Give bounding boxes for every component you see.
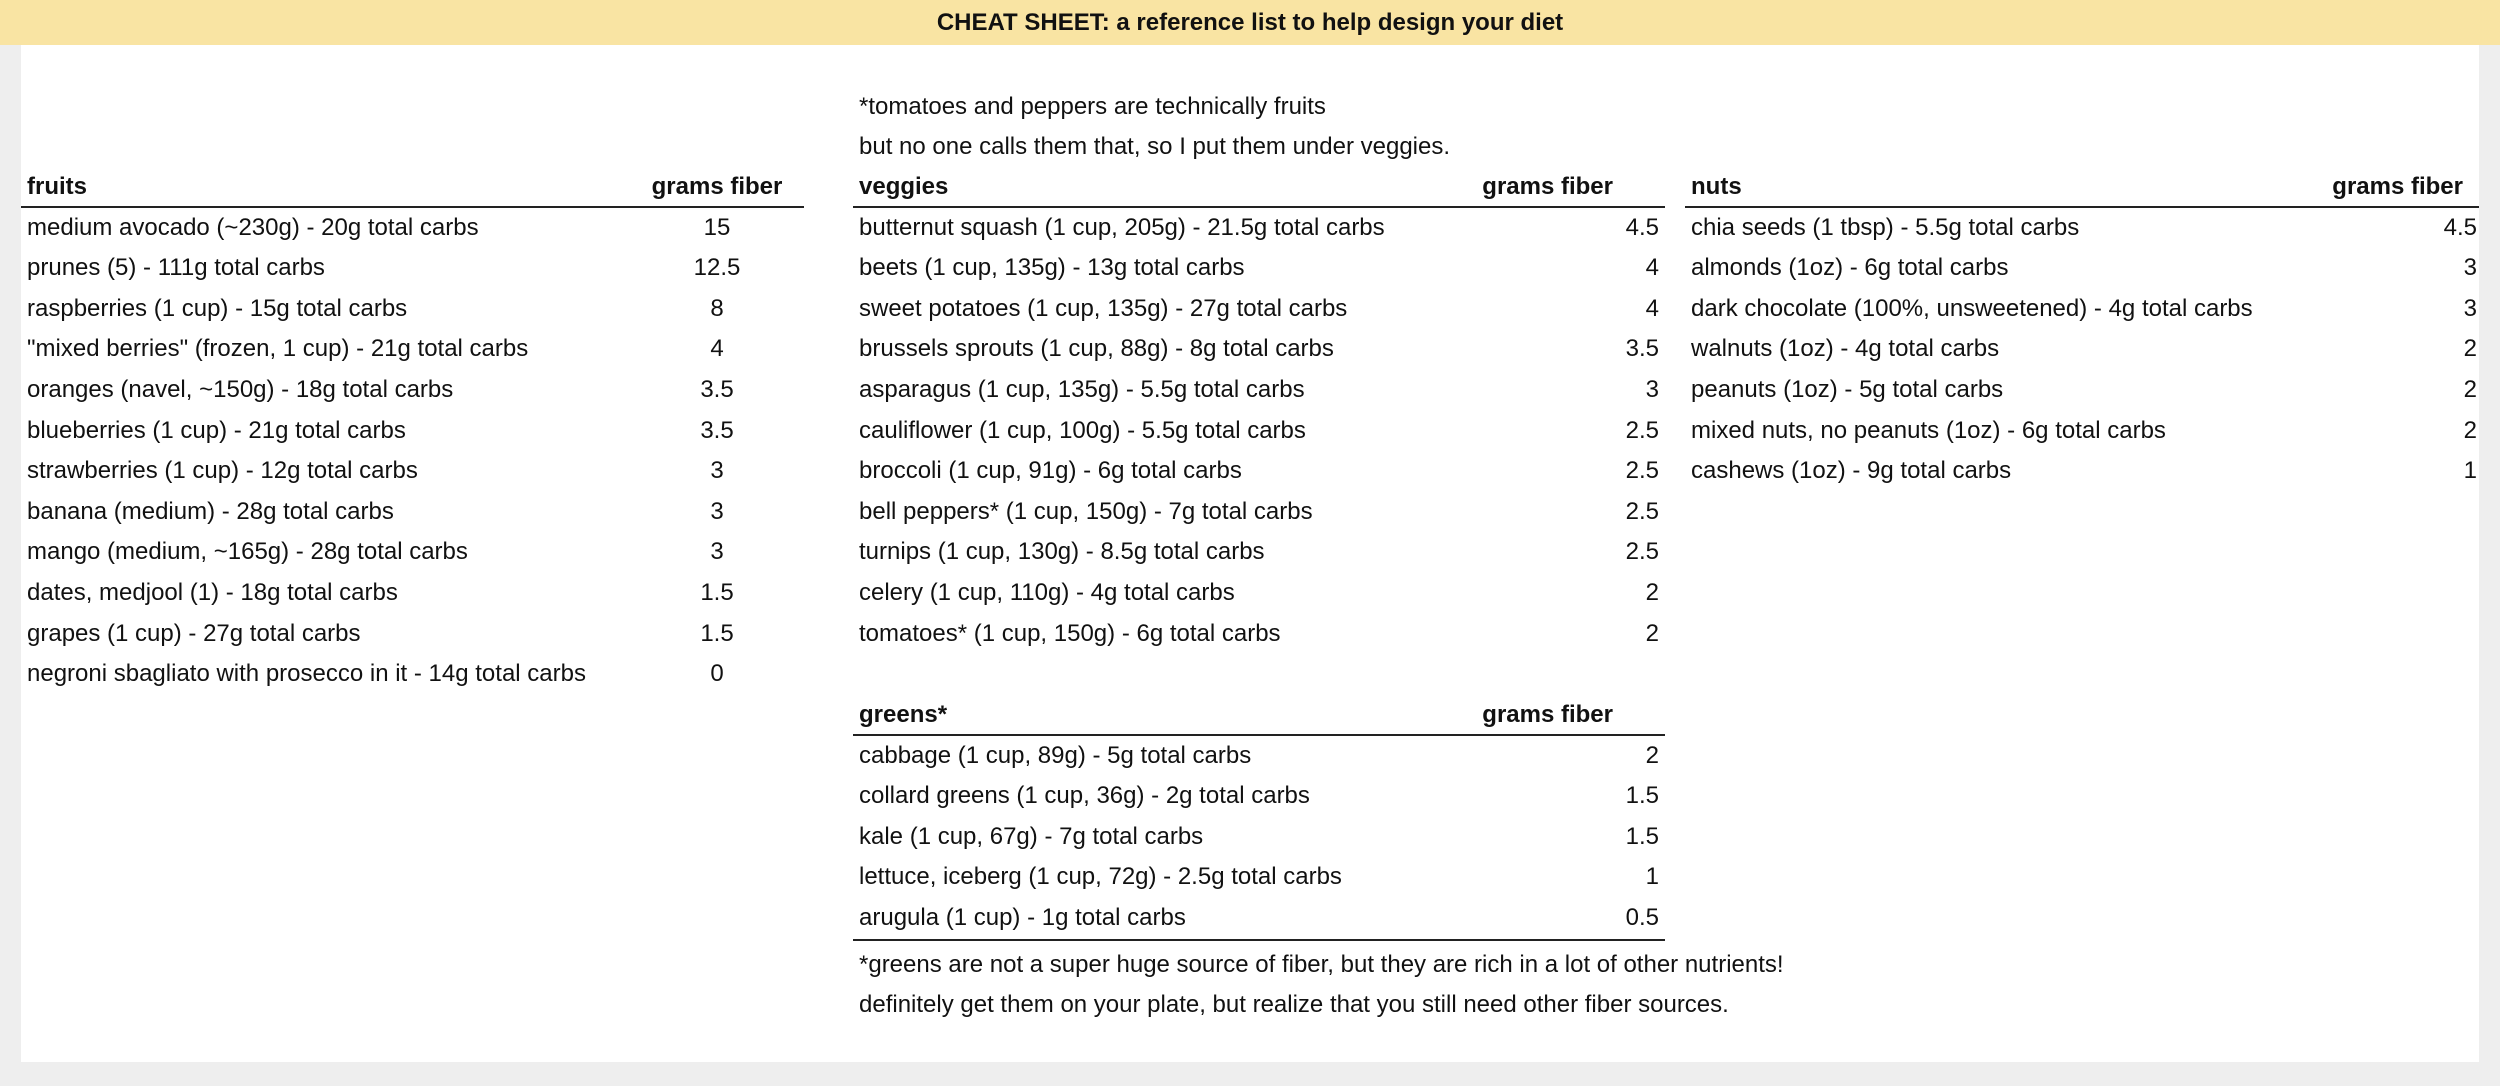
greens-item-name: kale (1 cup, 67g) - 7g total carbs	[859, 822, 1204, 850]
veggies-item-name: asparagus (1 cup, 135g) - 5.5g total carbs	[859, 375, 1305, 403]
veggies-header: veggies	[859, 173, 949, 200]
nuts-item-fiber: 2	[2463, 375, 2477, 403]
veggies-item-name: turnips (1 cup, 130g) - 8.5g total carbs	[859, 538, 1265, 566]
fruits-item-name: prunes (5) - 111g total carbs	[27, 254, 325, 282]
greens-row	[853, 736, 1665, 777]
greens-note-line-2: definitely get them on your plate, but realize that you still need other fiber sources.	[859, 991, 1729, 1018]
greens-table	[853, 695, 1665, 941]
fruits-item-fiber: 3.5	[700, 416, 734, 444]
tomatoes-note-line-2: but no one calls them that, so I put them under veggies.	[859, 133, 1451, 160]
veggies-item-fiber: 4	[1645, 254, 1659, 282]
fruits-row	[21, 573, 804, 614]
nuts-item-fiber: 1	[2463, 457, 2477, 485]
fruits-item-fiber: 3	[710, 457, 724, 485]
greens-item-fiber: 1	[1645, 863, 1659, 891]
fruits-item-name: strawberries (1 cup) - 12g total carbs	[27, 457, 418, 485]
veggies-row	[853, 532, 1665, 573]
veggies-item-name: beets (1 cup, 135g) - 13g total carbs	[859, 254, 1245, 282]
fruits-item-name: grapes (1 cup) - 27g total carbs	[27, 619, 361, 647]
greens-row	[853, 857, 1665, 898]
veggies-item-name: tomatoes* (1 cup, 150g) - 6g total carbs	[859, 619, 1281, 647]
veggies-fiber-header: grams fiber	[1482, 173, 1613, 200]
fruits-item-name: mango (medium, ~165g) - 28g total carbs	[27, 538, 468, 566]
nuts-item-name: cashews (1oz) - 9g total carbs	[1691, 457, 2012, 485]
fruits-item-fiber: 3	[710, 538, 724, 566]
nuts-item-name: peanuts (1oz) - 5g total carbs	[1691, 375, 2004, 403]
veggies-item-name: butternut squash (1 cup, 205g) - 21.5g total carbs	[859, 213, 1385, 241]
spreadsheet-body	[21, 45, 2479, 1062]
fruits-item-fiber: 4	[710, 335, 724, 363]
veggies-header-row	[853, 167, 1665, 208]
fruits-item-name: oranges (navel, ~150g) - 18g total carbs	[27, 375, 454, 403]
fruits-row	[21, 208, 804, 249]
veggies-row	[853, 370, 1665, 411]
greens-note-line-1: *greens are not a super huge source of fiber, but they are rich in a lot of other nutrients!	[859, 951, 1784, 978]
fruits-header-row	[21, 167, 804, 208]
fruits-row	[21, 532, 804, 573]
fruits-table	[21, 167, 804, 695]
veggies-item-fiber: 2	[1645, 619, 1659, 647]
fruits-item-name: medium avocado (~230g) - 20g total carbs	[27, 213, 479, 241]
veggies-row	[853, 573, 1665, 614]
veggies-item-fiber: 3	[1645, 375, 1659, 403]
greens-item-name: cabbage (1 cup, 89g) - 5g total carbs	[859, 741, 1252, 769]
greens-item-name: lettuce, iceberg (1 cup, 72g) - 2.5g total carbs	[859, 863, 1342, 891]
veggies-table	[853, 167, 1665, 654]
greens-item-name: arugula (1 cup) - 1g total carbs	[859, 903, 1186, 931]
greens-item-fiber: 2	[1645, 741, 1659, 769]
fruits-fiber-header: grams fiber	[651, 173, 783, 200]
fruits-row	[21, 614, 804, 655]
nuts-item-fiber: 3	[2463, 254, 2477, 282]
sheet-title: CHEAT SHEET: a reference list to help design your diet	[936, 8, 1564, 36]
veggies-row	[853, 411, 1665, 452]
greens-item-name: collard greens (1 cup, 36g) - 2g total carbs	[859, 782, 1310, 810]
fruits-item-name: negroni sbagliato with prosecco in it - 14g total carbs	[27, 660, 586, 688]
nuts-item-fiber: 2	[2463, 416, 2477, 444]
greens-fiber-header: grams fiber	[1482, 701, 1613, 728]
fruits-row	[21, 492, 804, 533]
fruits-header: fruits	[27, 173, 87, 200]
greens-item-fiber: 1.5	[1625, 822, 1659, 850]
greens-header: greens*	[859, 701, 948, 728]
nuts-row	[1685, 451, 2479, 492]
nuts-fiber-header: grams fiber	[2332, 173, 2463, 200]
nuts-item-name: chia seeds (1 tbsp) - 5.5g total carbs	[1691, 213, 2080, 241]
fruits-item-name: blueberries (1 cup) - 21g total carbs	[27, 416, 406, 444]
nuts-row	[1685, 411, 2479, 452]
veggies-item-fiber: 3.5	[1625, 335, 1659, 363]
nuts-item-fiber: 4.5	[2443, 213, 2477, 241]
nuts-row	[1685, 370, 2479, 411]
veggies-item-name: broccoli (1 cup, 91g) - 6g total carbs	[859, 457, 1242, 485]
veggies-item-fiber: 2	[1645, 578, 1659, 606]
sheet-title-banner	[0, 0, 2500, 45]
nuts-header-row	[1685, 167, 2479, 208]
veggies-row	[853, 208, 1665, 249]
greens-item-fiber: 0.5	[1625, 903, 1659, 931]
veggies-item-fiber: 2.5	[1625, 538, 1659, 566]
nuts-row	[1685, 248, 2479, 289]
veggies-item-name: bell peppers* (1 cup, 150g) - 7g total carbs	[859, 497, 1313, 525]
fruits-item-fiber: 3	[710, 497, 724, 525]
veggies-item-fiber: 2.5	[1625, 416, 1659, 444]
fruits-item-fiber: 15	[703, 213, 731, 241]
fruits-row	[21, 411, 804, 452]
nuts-header: nuts	[1691, 173, 1742, 200]
greens-row	[853, 817, 1665, 858]
fruits-item-name: raspberries (1 cup) - 15g total carbs	[27, 294, 408, 322]
greens-header-row	[853, 695, 1665, 736]
veggies-row	[853, 614, 1665, 655]
fruits-item-fiber: 1.5	[700, 578, 734, 606]
veggies-item-name: brussels sprouts (1 cup, 88g) - 8g total carbs	[859, 335, 1334, 363]
greens-row	[853, 776, 1665, 817]
fruits-row	[21, 289, 804, 330]
fruits-item-fiber: 8	[710, 294, 724, 322]
nuts-item-name: walnuts (1oz) - 4g total carbs	[1691, 335, 2000, 363]
veggies-item-name: celery (1 cup, 110g) - 4g total carbs	[859, 578, 1235, 606]
fruits-row	[21, 654, 804, 695]
veggies-item-fiber: 2.5	[1625, 457, 1659, 485]
veggies-row	[853, 492, 1665, 533]
nuts-item-fiber: 2	[2463, 335, 2477, 363]
fruits-item-fiber: 3.5	[700, 375, 734, 403]
fruits-item-name: "mixed berries" (frozen, 1 cup) - 21g total carbs	[27, 335, 529, 363]
veggies-item-fiber: 4	[1645, 294, 1659, 322]
fruits-row	[21, 451, 804, 492]
tomatoes-note-line-1: *tomatoes and peppers are technically fruits	[859, 93, 1326, 120]
fruits-row	[21, 329, 804, 370]
nuts-item-name: mixed nuts, no peanuts (1oz) - 6g total carbs	[1691, 416, 2166, 444]
nuts-item-name: almonds (1oz) - 6g total carbs	[1691, 254, 2009, 282]
veggies-item-name: sweet potatoes (1 cup, 135g) - 27g total carbs	[859, 294, 1348, 322]
fruits-item-fiber: 0	[710, 660, 724, 688]
greens-bottom-border	[853, 939, 1665, 941]
nuts-item-name: dark chocolate (100%, unsweetened) - 4g total carbs	[1691, 294, 2253, 322]
fruits-item-fiber: 1.5	[700, 619, 734, 647]
fruits-row	[21, 370, 804, 411]
nuts-row	[1685, 208, 2479, 249]
veggies-row	[853, 451, 1665, 492]
veggies-row	[853, 289, 1665, 330]
veggies-row	[853, 248, 1665, 289]
nuts-row	[1685, 329, 2479, 370]
fruits-item-fiber: 12.5	[693, 254, 741, 282]
greens-item-fiber: 1.5	[1625, 782, 1659, 810]
nuts-row	[1685, 289, 2479, 330]
greens-row	[853, 898, 1665, 939]
veggies-item-fiber: 2.5	[1625, 497, 1659, 525]
fruits-item-name: dates, medjool (1) - 18g total carbs	[27, 578, 398, 606]
veggies-item-fiber: 4.5	[1625, 213, 1659, 241]
fruits-row	[21, 248, 804, 289]
fruits-item-name: banana (medium) - 28g total carbs	[27, 497, 394, 525]
nuts-table	[1685, 167, 2479, 492]
veggies-row	[853, 329, 1665, 370]
veggies-item-name: cauliflower (1 cup, 100g) - 5.5g total carbs	[859, 416, 1306, 444]
nuts-item-fiber: 3	[2463, 294, 2477, 322]
